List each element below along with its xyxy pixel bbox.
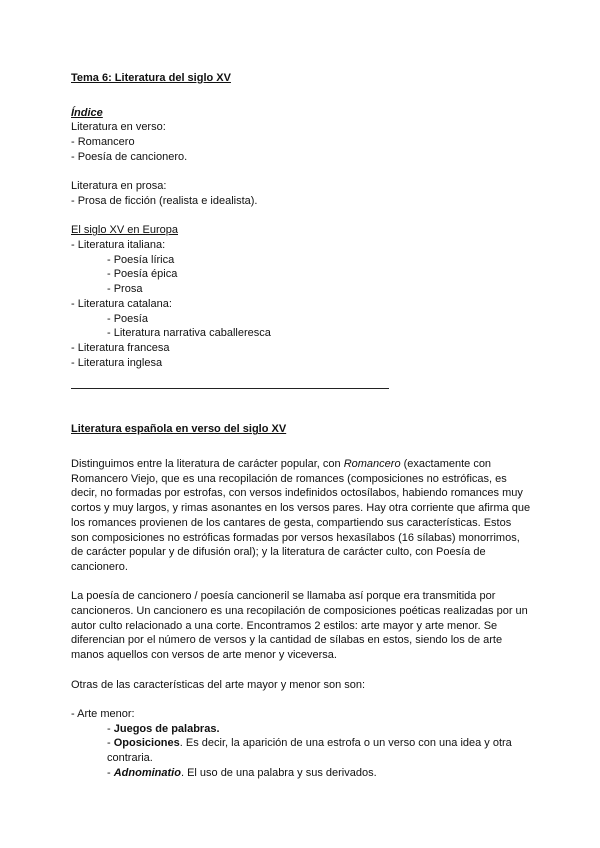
index-item-romancero: - Romancero xyxy=(71,136,135,149)
index-subitem-lirica: - Poesía lírica xyxy=(107,253,175,266)
index-item-catalana: - Literatura catalana: xyxy=(71,297,172,310)
arte-menor-list xyxy=(71,722,531,781)
list-item-prefix: - xyxy=(107,737,114,750)
list-item-term: Juegos de palabras. xyxy=(113,722,220,735)
list-item-juegos xyxy=(107,722,531,737)
paragraph-romancero-a: Distinguimos entre la literatura de carácter popular, con xyxy=(71,458,344,471)
list-item-oposiciones xyxy=(107,736,531,765)
list-item-prefix: - xyxy=(107,766,114,779)
list-item-adnominatio xyxy=(107,766,531,781)
document-page xyxy=(71,71,531,780)
index-prose-label: Literatura en prosa: xyxy=(71,180,167,193)
index-item-prosa-ficcion: - Prosa de ficción (realista e idealista). xyxy=(71,194,258,207)
list-item-prefix: - xyxy=(107,722,114,735)
document-title: Tema 6: Literatura del siglo XV xyxy=(71,72,231,84)
section-heading: Literatura española en verso del siglo XV xyxy=(71,423,287,436)
index-verse-label: Literatura en verso: xyxy=(71,121,166,134)
index-subitem-epica: - Poesía épica xyxy=(107,268,178,281)
list-item-rest: . El uso de una palabra y sus derivados. xyxy=(180,766,377,779)
index-heading: Índice xyxy=(71,106,103,119)
index-subitem-poesia: - Poesía xyxy=(107,312,148,325)
list-item-rest: . Es decir, la aparición de una estrofa o un verso con una idea y otra contraria. xyxy=(107,737,512,765)
index-item-cancionero: - Poesía de cancionero. xyxy=(71,150,188,163)
index-item-francesa: - Literatura francesa xyxy=(71,341,170,354)
index-subitem-caballeresca: - Literatura narrativa caballeresca xyxy=(107,327,271,340)
paragraph-romancero-c: (exactamente con Romancero Viejo, que es una recopilación de romances (composiciones no estróficas, es decir, no formadas por estrofas, con versos indefinidos octosílabos, habiendo romances muy cortos y muy largos, y rimas asonantes en los versos pares. Hay otra corriente que afirma que los romances provienen de los cantares de gesta, compartiendo sus características. Estos son composiciones no estróficas formadas por versos hexasílabos (16 sílabas) monorrimos, de carácter popular y de difusión oral); y la literatura de carácter culto, con Poesía de cancionero. xyxy=(71,458,531,573)
paragraph-romancero-term: Romancero xyxy=(343,458,401,471)
list-item-term: Oposiciones xyxy=(113,737,180,750)
arte-menor-label: - Arte menor: xyxy=(71,707,135,720)
paragraph-cancionero: La poesía de cancionero / poesía cancioneril se llamaba así porque era transmitida por cancioneros. Un cancionero es una recopilación de composiciones poéticas realizadas por un autor culto relacionado a una corte. Encontramos 2 estilos: arte mayor y arte menor. Se diferencian por el número de versos y la cantidad de sílabas en estos, siendo los de arte manos aquellos con versos de arte menor y viceversa. xyxy=(71,590,528,662)
list-item-term: Adnominatio xyxy=(113,766,181,779)
index-item-inglesa: - Literatura inglesa xyxy=(71,356,163,369)
paragraph-caracteristicas: Otras de las características del arte mayor y menor son son: xyxy=(71,678,366,691)
index-europe-label: El siglo XV en Europa xyxy=(71,224,179,237)
paragraph-romancero xyxy=(71,457,531,575)
index-item-italiana: - Literatura italiana: xyxy=(71,239,166,251)
index-subitem-prosa: - Prosa xyxy=(107,283,143,296)
